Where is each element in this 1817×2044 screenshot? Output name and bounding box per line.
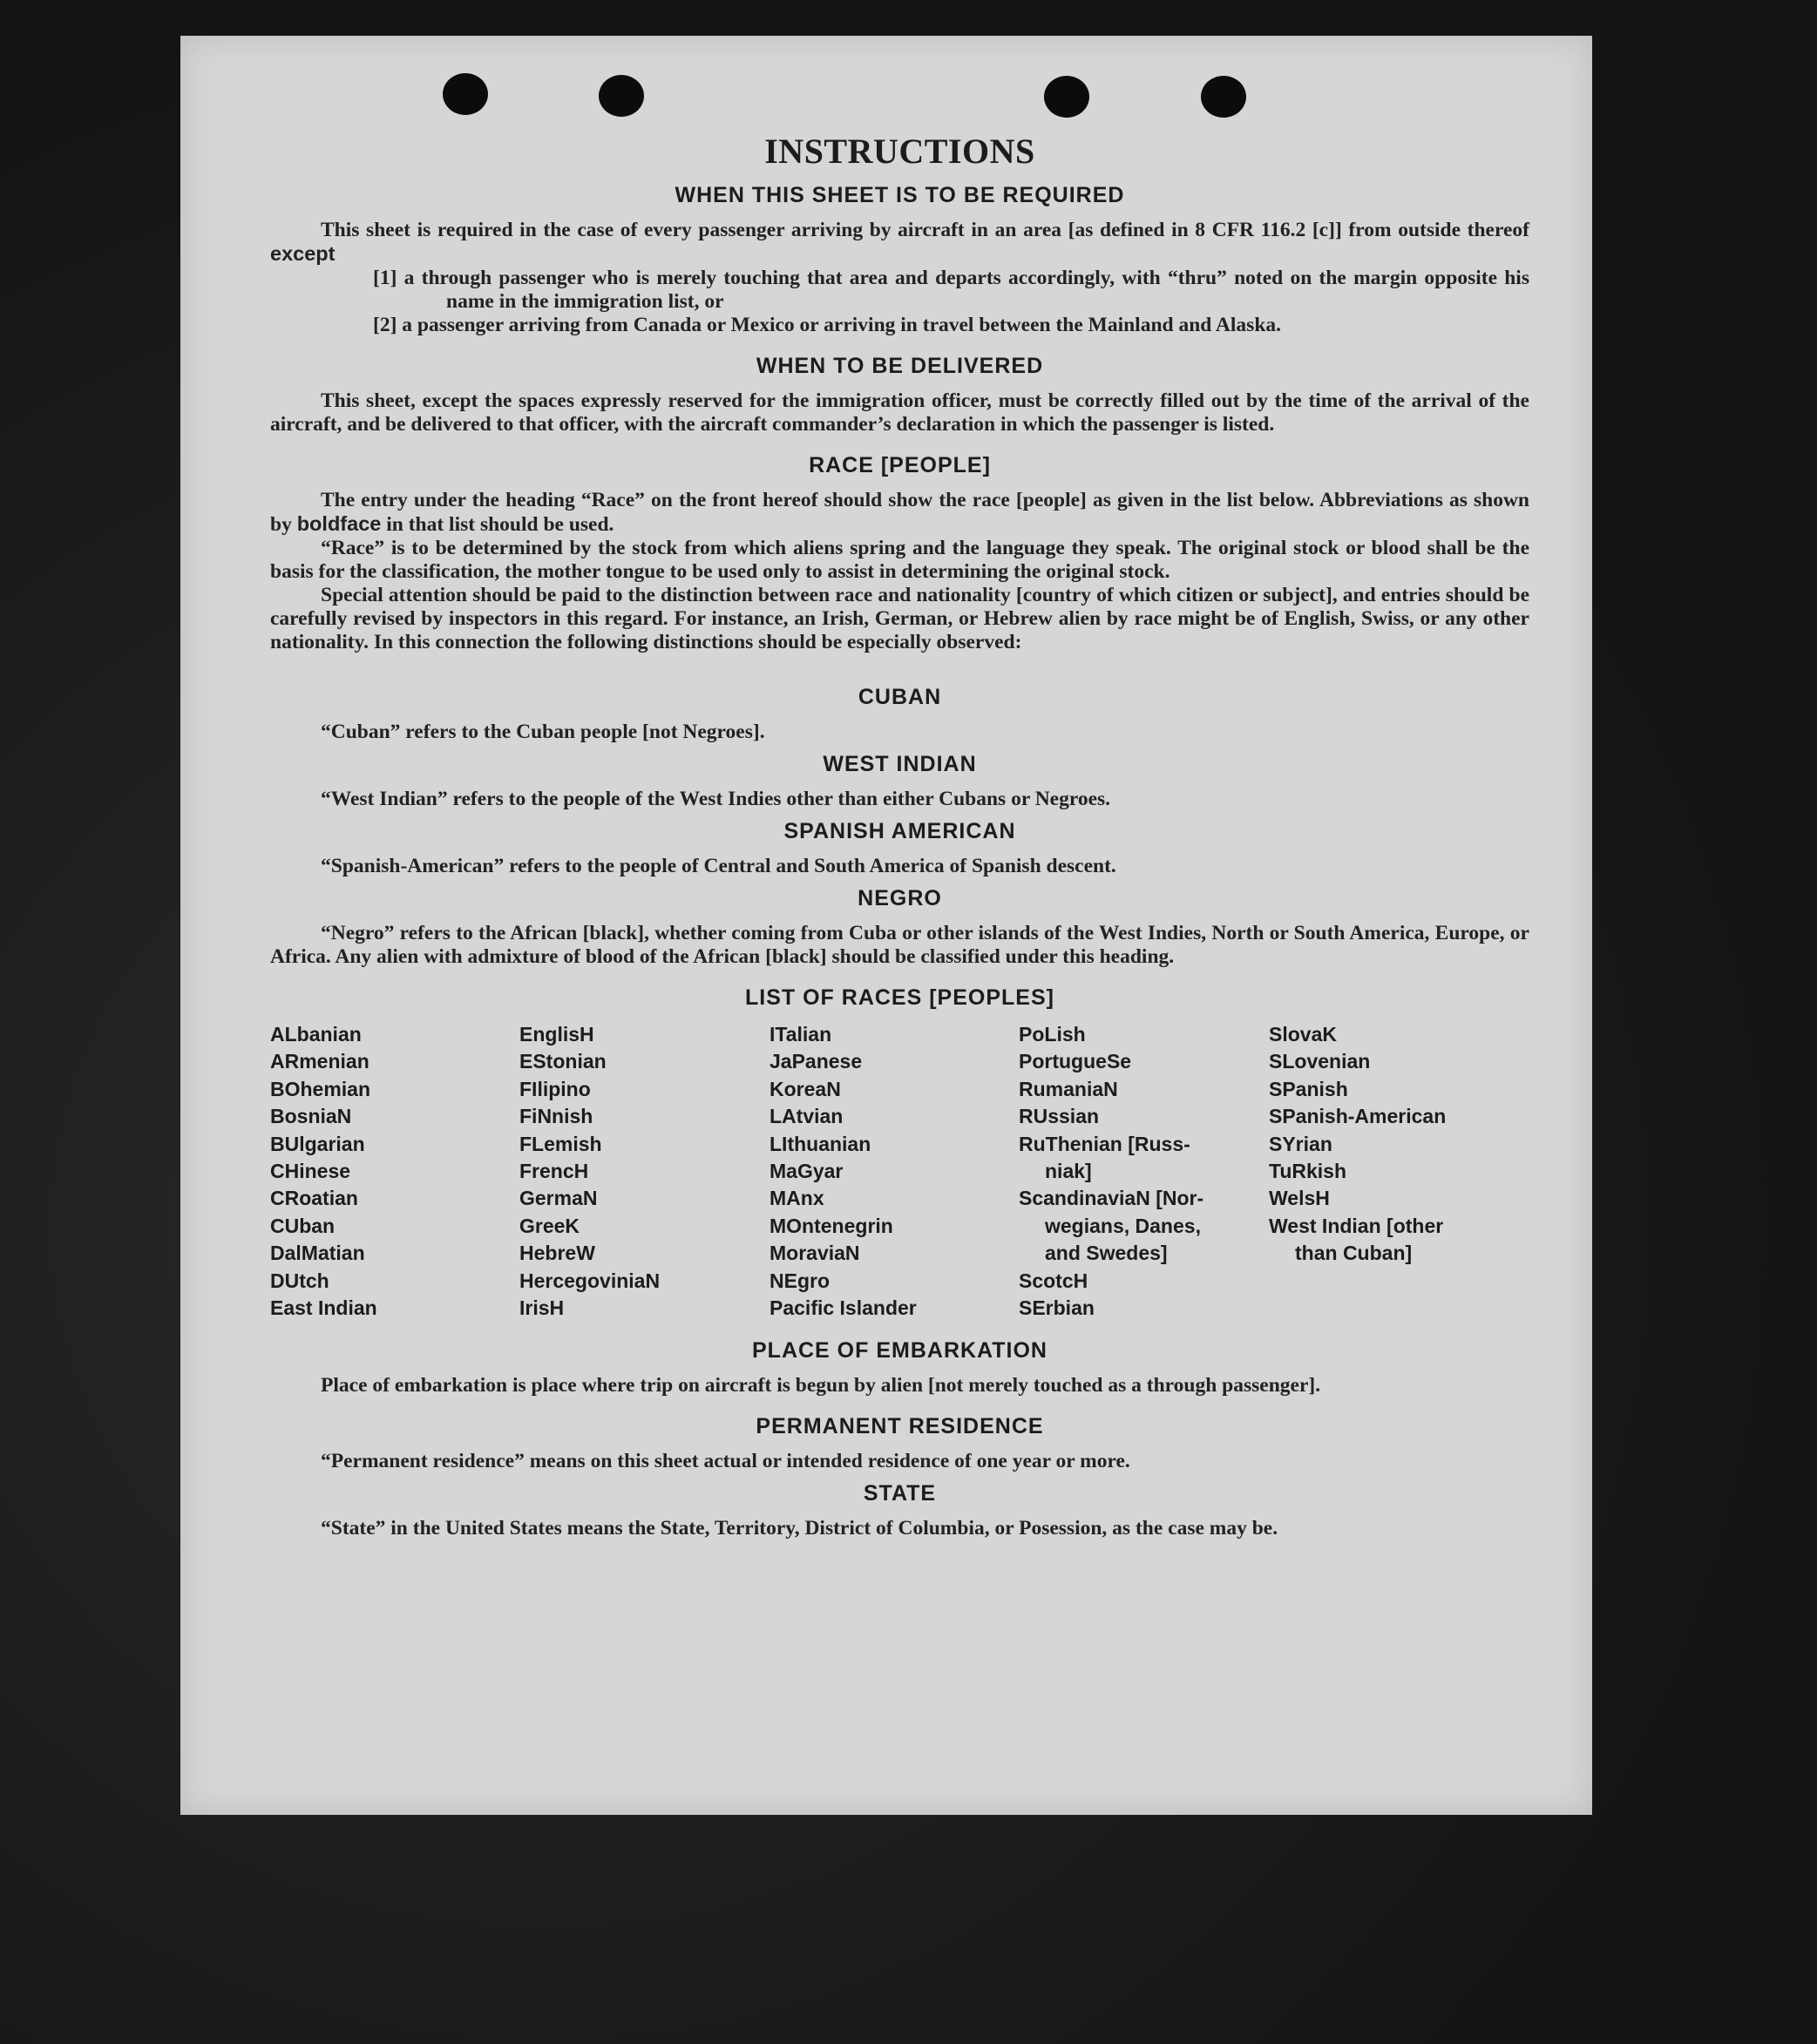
race-item: BUlgarian: [270, 1132, 365, 1155]
race-item: ScotcH: [1019, 1269, 1088, 1292]
west-indian-text: “West Indian” refers to the people of the West Indies other than either Cubans or Negroes.: [321, 788, 1111, 810]
race-item: PoLish: [1019, 1023, 1086, 1046]
cuban-text: “Cuban” refers to the Cuban people [not Negroes].: [321, 721, 765, 743]
race-item: LIthuanian: [770, 1132, 871, 1155]
race-column-3: [770, 1021, 1019, 1322]
embarkation-text: Place of embarkation is place where trip on aircraft is begun by alien [not merely touched as a through passenger].: [321, 1374, 1321, 1398]
race-item: DalMatian: [270, 1242, 365, 1265]
race-item: MAnx: [770, 1187, 824, 1210]
race-item-line: RuThenian [Russ-: [1019, 1132, 1190, 1155]
race-item: DUtch: [270, 1269, 329, 1292]
race-p1-boldface: boldface: [296, 512, 382, 535]
heading-cuban: CUBAN: [858, 685, 942, 709]
heading-embarkation: PLACE OF EMBARKATION: [752, 1338, 1047, 1364]
race-item: JaPanese: [770, 1050, 863, 1073]
race-item-line: niak]: [1045, 1160, 1092, 1183]
race-item: NEgro: [770, 1269, 830, 1292]
punch-hole: [443, 73, 488, 115]
residence-text: “Permanent residence” means on this sheet actual or intended residence of one year or more.: [321, 1450, 1130, 1473]
race-item: WelsH: [1269, 1187, 1330, 1210]
heading-spanish-american: SPANISH AMERICAN: [783, 819, 1016, 843]
race-item: ARmenian: [270, 1050, 370, 1073]
race-item: TuRkish: [1269, 1160, 1347, 1183]
race-item: SLovenian: [1269, 1050, 1371, 1073]
race-item-line: wegians, Danes,: [1045, 1214, 1201, 1237]
race-item: FrencH: [519, 1160, 589, 1183]
heading-west-indian: WEST INDIAN: [823, 752, 977, 776]
race-item: SErbian: [1019, 1296, 1095, 1320]
race-item: [1019, 1131, 1269, 1186]
race-item-line: ScandinaviaN [Nor-: [1019, 1187, 1204, 1210]
race-item: BOhemian: [270, 1077, 371, 1100]
exception-2: [2] a passenger arriving from Canada or Mexico or arriving in travel between the Mainland and Alaska.: [373, 314, 1282, 336]
race-item: [1019, 1185, 1269, 1267]
race-item: FLemish: [519, 1132, 602, 1155]
race-item-line: than Cuban]: [1295, 1242, 1413, 1265]
race-item: CRoatian: [270, 1187, 358, 1210]
race-item: FIlipino: [519, 1077, 591, 1100]
race-item: HercegoviniaN: [519, 1269, 661, 1292]
race-item: SPanish: [1269, 1077, 1348, 1100]
race-p1-text: The entry under the heading “Race” on the front hereof should show the race [people] as given in the list below. Abbreviations as shown by: [270, 489, 1529, 536]
punch-hole: [599, 75, 644, 117]
race-list: [270, 1021, 1529, 1322]
race-item: IrisH: [519, 1296, 565, 1320]
heading-permanent-residence: PERMANENT RESIDENCE: [756, 1414, 1044, 1439]
race-column-4: [1019, 1021, 1269, 1322]
race-column-5: [1269, 1021, 1522, 1322]
instructions-content: [270, 132, 1529, 1540]
race-item: SlovaK: [1269, 1023, 1337, 1046]
race-paragraph-2: “Race” is to be determined by the stock from which aliens spring and the language they speak. The original stock or blood shall be the basis for the classification, the mother tongue to be used only to assist in determining the original stock.: [270, 537, 1529, 583]
race-item: RumaniaN: [1019, 1077, 1118, 1100]
race-item: CHinese: [270, 1160, 351, 1183]
race-item: BosniaN: [270, 1105, 352, 1128]
required-intro-except: except: [270, 242, 336, 265]
negro-text: “Negro” refers to the African [black], whether coming from Cuba or other islands of the West Indies, North or South America, Europe, or Africa. Any alien with admixture of blood of the African [black] should be classified under this heading.: [270, 922, 1529, 968]
heading-list-of-races: LIST OF RACES [PEOPLES]: [745, 985, 1054, 1010]
state-text: “State” in the United States means the State, Territory, District of Columbia, or Posession, as the case may be.: [321, 1517, 1278, 1540]
heading-state: STATE: [863, 1481, 937, 1506]
race-item: [1269, 1213, 1522, 1268]
race-item: GreeK: [519, 1214, 580, 1237]
race-item-line: West Indian [other: [1269, 1214, 1444, 1237]
required-intro-text: This sheet is required in the case of every passenger arriving by aircraft in an area [as defined in 8 CFR 116.2 [c]] from outside thereof: [321, 219, 1529, 241]
heading-when-delivered: WHEN TO BE DELIVERED: [756, 354, 1044, 378]
page-title: INSTRUCTIONS: [764, 132, 1035, 171]
heading-negro: NEGRO: [858, 886, 942, 910]
spanish-american-text: “Spanish-American” refers to the people of Central and South America of Spanish descent.: [321, 855, 1116, 877]
heading-when-required: WHEN THIS SHEET IS TO BE REQUIRED: [675, 183, 1125, 207]
race-item: Pacific Islander: [770, 1296, 917, 1320]
race-item: PortugueSe: [1019, 1050, 1132, 1073]
race-item: MoraviaN: [770, 1242, 860, 1265]
race-item: RUssian: [1019, 1105, 1100, 1128]
race-item: LAtvian: [770, 1105, 844, 1128]
race-item: MaGyar: [770, 1160, 844, 1183]
race-item: East Indian: [270, 1296, 377, 1320]
punch-hole: [1201, 76, 1246, 118]
race-item: GermaN: [519, 1187, 598, 1210]
punch-hole: [1044, 76, 1089, 118]
race-column-2: [519, 1021, 770, 1322]
race-column-1: [270, 1021, 519, 1322]
race-item-line: and Swedes]: [1045, 1242, 1168, 1265]
race-item: HebreW: [519, 1242, 595, 1265]
race-item: MOntenegrin: [770, 1214, 893, 1237]
race-item: SPanish-American: [1269, 1105, 1447, 1128]
exception-1: [1] a through passenger who is merely touching that area and departs accordingly, with “thru” noted on the margin opposite his name in the immigration list, or: [373, 267, 1529, 313]
race-item: ITalian: [770, 1023, 832, 1046]
race-item: SYrian: [1269, 1132, 1332, 1155]
heading-race: RACE [PEOPLE]: [809, 453, 991, 477]
race-item: FiNnish: [519, 1105, 593, 1128]
race-item: ALbanian: [270, 1023, 362, 1046]
race-paragraph-1: [270, 489, 1529, 537]
race-item: EnglisH: [519, 1023, 594, 1046]
race-item: CUban: [270, 1214, 336, 1237]
document-page: [180, 36, 1592, 1815]
delivered-text: This sheet, except the spaces expressly reserved for the immigration officer, must be correctly filled out by the time of the arrival of the aircraft, and be delivered to that officer, with the aircraft commander’s declaration in which the passenger is listed.: [270, 389, 1529, 436]
race-item: EStonian: [519, 1050, 607, 1073]
required-intro: [270, 219, 1529, 267]
race-item: KoreaN: [770, 1077, 841, 1100]
race-paragraph-3: Special attention should be paid to the distinction between race and nationality [country of which citizen or subject], and entries should be carefully revised by inspectors in this regard. For instance, an Irish, German, or Hebrew alien by race might be of English, Swiss, or any other nationality. In this connection the following distinctions should be especially observed:: [270, 584, 1529, 653]
race-p1-text-end: in that list should be used.: [381, 513, 614, 536]
